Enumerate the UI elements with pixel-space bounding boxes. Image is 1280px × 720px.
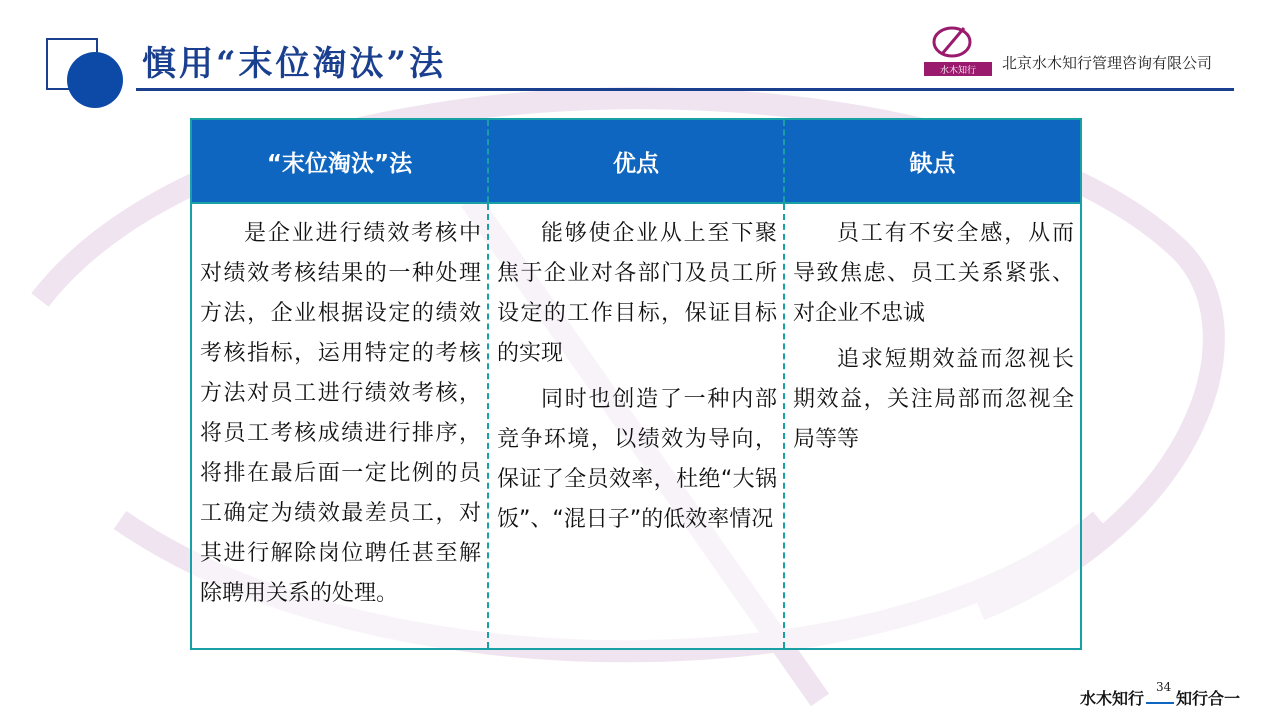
header-disadvantages: 缺点 <box>784 120 1080 203</box>
brand-logo <box>922 22 994 78</box>
method-description: 是企业进行绩效考核中对绩效考核结果的一种处理方法，企业根据设定的绩效考核指标，运用特定的考核方法对员工进行绩效考核，将员工考核成绩进行排序，将排在最后面一定比例的员工确定为绩效最差员工，对其进行解除岗位聘任甚至解除聘用关系的处理。 <box>200 221 481 606</box>
comparison-table <box>190 118 1082 650</box>
advantages-cell <box>488 203 784 648</box>
disadvantage-2: 追求短期效益而忽视长期效益，关注局部而忽视全局等等 <box>793 347 1074 452</box>
header <box>0 0 1280 100</box>
title-deco-circle <box>67 52 123 108</box>
advantage-2: 同时也创造了一种内部竞争环境，以绩效为导向，保证了全员效率，杜绝“大锅饭”、“混日子”的低效率情况 <box>497 387 777 532</box>
header-divider <box>136 88 1234 91</box>
disadvantage-1: 员工有不安全感，从而导致焦虑、员工关系紧张、对企业不忠诚 <box>793 221 1074 326</box>
footer-right: 知行合一 <box>1176 689 1241 708</box>
company-name: 北京水木知行管理咨询有限公司 <box>1002 54 1213 72</box>
brand-logo-text: 水木知行 <box>939 66 977 76</box>
page-title: 慎用“末位淘汰”法 <box>142 44 447 84</box>
header-advantages: 优点 <box>488 120 784 203</box>
footer-left: 水木知行 <box>1080 689 1145 708</box>
advantage-1: 能够使企业从上至下聚焦于企业对各部门及员工所设定的工作目标，保证目标的实现 <box>497 221 777 366</box>
footer-slogan <box>1080 686 1240 709</box>
page-number: 34 <box>1156 680 1172 694</box>
header-method: “末位淘汰”法 <box>192 120 488 203</box>
method-cell <box>192 203 488 648</box>
footer-rule <box>1146 702 1174 704</box>
disadvantages-cell <box>784 203 1080 648</box>
